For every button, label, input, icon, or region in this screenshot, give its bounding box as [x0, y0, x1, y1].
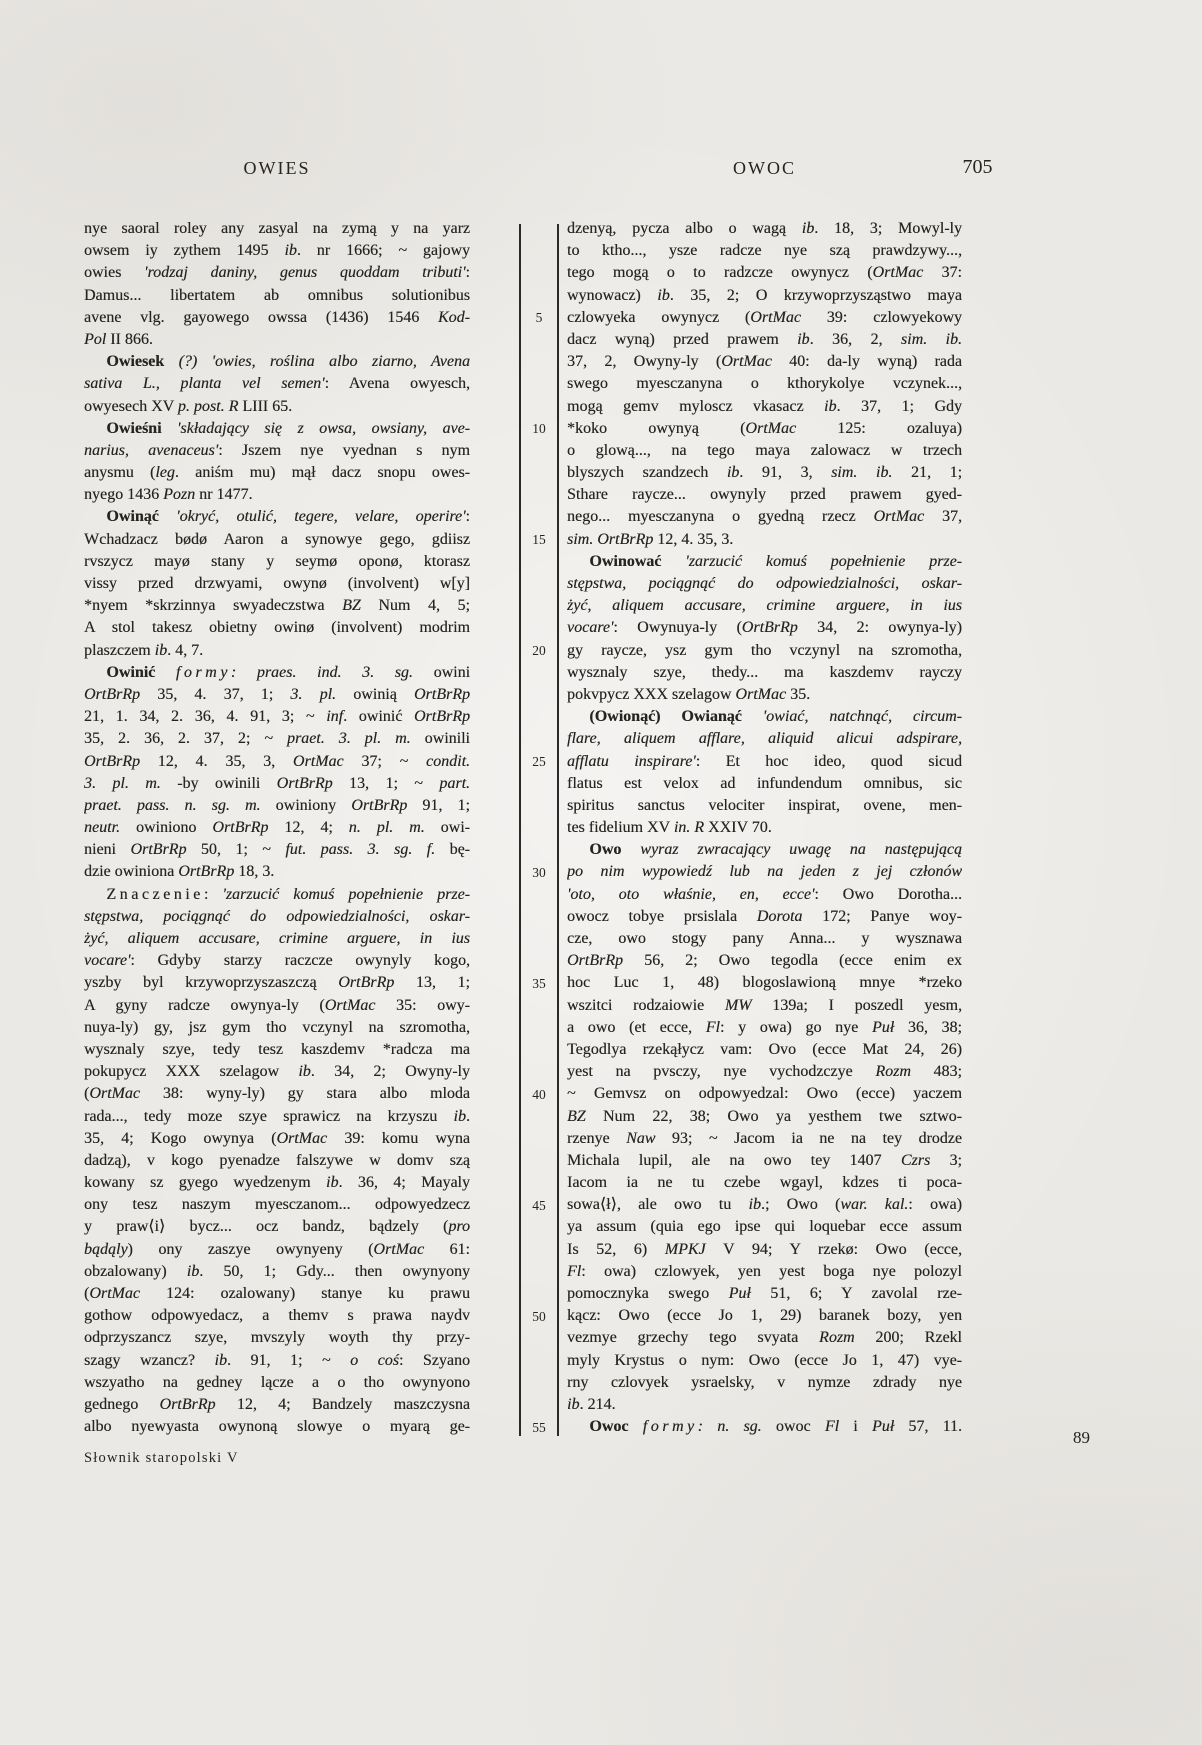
text-line: Is 52, 6) MPKJ V 94; Y rzekø: Owo (ecce,	[567, 1240, 962, 1258]
text-line: sim. OrtBrRp 12, 4. 35, 3.	[567, 530, 734, 548]
text-line: vissy przed drzwyami, owynø (involvent) w[y]	[84, 575, 470, 592]
text-line: *koko owynyą (OrtMac 125: ozaluya)	[567, 419, 962, 437]
gutter-rule-left	[519, 224, 521, 1436]
text-line: pokvpycz XXX szelagow OrtMac 35.	[567, 685, 811, 703]
text-line: yest na pvsczy, nye vychodzczye Rozm 483;	[567, 1063, 962, 1081]
text-line: OrtBrRp 56, 2; Owo tegodla (ecce enim ex	[567, 952, 962, 970]
text-line: pomocznyka swego Puł 51, 6; Y zavolal rze-	[567, 1285, 962, 1302]
text-line: (OrtMac 38: wyny-ly) gy stara albo mloda	[84, 1085, 470, 1103]
text-line: blyszych szandzech ib. 91, 3, sim. ib. 21, 1;	[567, 464, 962, 482]
text-line: dacz wyną) przed prawem ib. 36, 2, sim. ib.	[567, 330, 962, 348]
text-line: Owiesek (?) 'owies, roślina albo ziarno, Avena	[106, 353, 470, 371]
gutter-line-number: 30	[532, 864, 546, 880]
text-line: flare, aliquem afflare, aliquid alicui adspirare,	[567, 730, 962, 748]
gutter-line-number: 25	[532, 753, 546, 769]
text-line: bądąly) ony zaszye owynyeny (OrtMac 61:	[84, 1240, 470, 1258]
text-line: swego myesczanyna o kthorykolye vczynek...,	[567, 375, 962, 393]
gutter-line-number: 50	[532, 1308, 546, 1324]
volume-signature: Słownik staropolski V	[84, 1450, 239, 1466]
text-line: Owieśni 'składający się z owsa, owsiany, ave-	[106, 419, 470, 437]
gutter-line-number: 5	[535, 309, 543, 325]
text-line: pokupycz XXX szelagow ib. 34, 2; Owyny-ly	[84, 1063, 470, 1081]
gutter-line-number: 55	[532, 1419, 546, 1435]
text-line: odprzyszancz szye, mvszyly woyth thy przy-	[84, 1329, 470, 1347]
text-line: a owo (et ecce, Fl: y owa) go nye Puł 36, 38;	[567, 1018, 962, 1036]
text-line: tego mogą o to radzcze owynycz (OrtMac 37:	[567, 264, 962, 282]
text-line: gothow odpowyedacz, a themv s prawa naydv	[84, 1307, 470, 1325]
text-line: stępstwa, pociągnąć do odpowiedzialności, oskar-	[567, 575, 962, 592]
text-line: 37, 2, Owyny-ly (OrtMac 40: da-ly wyną) rada	[567, 353, 962, 371]
text-line: o glową..., na tego maya zalowacz w trzech	[567, 441, 962, 459]
text-line: *nyem *skrzinnya swyadeczstwa BZ Num 4, 5;	[84, 597, 470, 615]
text-line: dadzą), v kogo pyenadze falszywe w domv szą	[84, 1151, 470, 1169]
text-line: Wchadzacz bødø Aaron a synowye gego, gdiisz	[84, 530, 470, 548]
text-line: vocare': Owynuya-ly (OrtBrRp 34, 2: owynya-ly)	[567, 619, 962, 637]
text-line: Pol II 866.	[84, 330, 153, 348]
text-line: Iacom ia ne tu czebe wgayl, kdzes ti poca-	[567, 1174, 962, 1192]
text-line: narius, avenaceus': Jszem nye vyednan s nym	[84, 441, 470, 459]
text-line: BZ Num 22, 38; Owo ya yesthem twe sztwo-	[567, 1107, 962, 1125]
text-line: y praw⟨i⟩ bycz... ocz bandz, bądzely (pro	[84, 1218, 470, 1236]
text-line: mogą gemv myloscz vkasacz ib. 37, 1; Gdy	[567, 397, 962, 415]
text-line: (OrtMac 124: ozalowany) stanye ku prawu	[84, 1285, 470, 1302]
text-line: sowa⟨ł⟩, ale owo tu ib.; Owo (war. kal.: owa)	[567, 1196, 962, 1214]
text-line: Znaczenie: 'zarzucić komuś popełnienie prze-	[106, 885, 470, 903]
text-line: nego... myesczanyna o gyedną rzecz OrtMac 37,	[567, 508, 962, 526]
text-line: Fl: owa) czlowyek, yen yest boga nye polozyl	[567, 1262, 962, 1280]
text-line: rvszycz mayø stany y seymø oponø, ktorasz	[84, 552, 470, 570]
text-line: Owinować 'zarzucić komuś popełnienie prze-	[589, 552, 962, 570]
text-line: rzenye Naw 93; ~ Jacom ia ne na tey drodze	[567, 1129, 962, 1147]
text-line: 21, 1. 34, 2. 36, 4. 91, 3; ~ inf. owinić OrtBrRp	[84, 708, 470, 726]
text-line: spiritus sanctus velociter inspirat, ovene, men-	[567, 796, 962, 814]
text-line: vocare': Gdyby starzy raczcze owynyly kogo,	[84, 952, 470, 970]
text-line: anysmu (leg. aniśm mu) mął dacz snopu owes-	[84, 464, 470, 482]
gutter-line-number: 40	[532, 1086, 546, 1102]
text-line: nyego 1436 Pozn nr 1477.	[84, 486, 253, 504]
text-line: OrtBrRp 35, 4. 37, 1; 3. pl. owinią OrtBrRp	[84, 685, 470, 703]
text-line: wynowacz) ib. 35, 2; O krzywoprzysząstwo maya	[567, 286, 962, 304]
text-line: 'oto, oto właśnie, en, ecce': Owo Dorotha...	[567, 885, 962, 903]
gutter-line-number: 45	[532, 1197, 546, 1213]
text-line: yszby byl krzywoprzyszaszczą OrtBrRp 13, 1;	[84, 974, 470, 992]
text-line: neutr. owiniono OrtBrRp 12, 4; n. pl. m. owi-	[84, 819, 470, 837]
text-line: stępstwa, pociągnąć do odpowiedzialności, oskar-	[84, 907, 470, 925]
text-line: cze, owo stogy pany Anna... y wysznawa	[567, 930, 962, 947]
text-line: żyć, aliquem accusare, crimine arguere, in ius	[84, 930, 470, 947]
text-line: wszyatho na gedney lącze a o tho owynyono	[84, 1373, 470, 1391]
text-line: 35, 2. 36, 2. 37, 2; ~ praet. 3. pl. m. owinili	[84, 730, 470, 748]
page-number: 705	[962, 156, 993, 178]
text-line: dzenyą, pycza albo o wagą ib. 18, 3; Mowyl-ly	[567, 220, 962, 237]
text-line: gy raycze, ysz gym tho vczynyl na szromotha,	[567, 641, 962, 659]
text-line: A gyny radcze owynya-ly (OrtMac 35: owy-	[84, 996, 470, 1014]
text-line: owyesech XV p. post. R LIII 65.	[84, 397, 293, 415]
text-line: wysznaly szye, thedy... ma kaszdemv rayczy	[567, 663, 962, 681]
text-line: hoc Luc 1, 48) blogoslawioną mnye *rzeko	[567, 974, 962, 992]
text-line: obzalowany) ib. 50, 1; Gdy... then owynyony	[84, 1262, 470, 1280]
text-line: 3. pl. m. -by owinili OrtBrRp 13, 1; ~ part.	[84, 774, 470, 792]
text-line: vezmye grzechy tego svyata Rozm 200; Rzekl	[567, 1329, 962, 1347]
text-line: owies 'rodzaj daniny, genus quoddam tributi':	[84, 264, 470, 282]
text-line: Damus... libertatem ab omnibus solutionibus	[84, 286, 470, 304]
text-line: myly Krystus o nym: Owo (ecce Jo 1, 47) vye-	[567, 1351, 962, 1369]
text-line: (Owionąć) Owianąć 'owiać, natchnąć, circum-	[589, 708, 962, 726]
text-line: Michala lupil, ale na owo tey 1407 Czrs 3;	[567, 1151, 962, 1169]
text-line: rada..., tedy moze szye sprawicz na krzyszu ib.	[84, 1107, 470, 1125]
text-line: owocz tobye prsislala Dorota 172; Panye woy-	[567, 907, 962, 925]
text-line: plaszczem ib. 4, 7.	[84, 641, 204, 659]
text-line: ony tesz naszym myesczanom... odpowyedzecz	[84, 1196, 470, 1214]
text-line: ib. 214.	[567, 1395, 616, 1413]
text-line: sativa L., planta vel semen': Avena owyesch,	[84, 375, 470, 393]
text-line: albo nyewyasta owynoną slowye o myarą ge-	[84, 1418, 470, 1436]
text-line: gednego OrtBrRp 12, 4; Bandzely maszczysna	[84, 1395, 470, 1413]
gutter-line-number: 10	[532, 420, 546, 436]
text-line: Owinąć 'okryć, otulić, tegere, velare, operire':	[106, 508, 470, 526]
gutter-line-number: 20	[532, 642, 546, 658]
text-line: nieni OrtBrRp 50, 1; ~ fut. pass. 3. sg. f. bę-	[84, 841, 470, 859]
text-line: ~ Gemvsz on odpowyedzal: Owo (ecce) yaczem	[567, 1085, 962, 1103]
running-head-right: OWOC	[733, 158, 796, 178]
text-line: rny czlovyek ysraelsky, v nymze zdrady nye	[567, 1373, 962, 1391]
gutter-line-number: 15	[532, 531, 546, 547]
gutter-line-number: 35	[532, 975, 546, 991]
text-line: to ktho..., ysze radcze nye szą prawdzywy...,	[567, 242, 962, 260]
text-line: Sthare raycze... owynyly przed prawem gyed-	[567, 486, 962, 504]
text-line: żyć, aliquem accusare, crimine arguere, in ius	[567, 597, 962, 615]
text-line: Owoc formy: n. sg. owoc Fl i Puł 57, 11.	[589, 1418, 962, 1436]
text-line: szagy wzancz? ib. 91, 1; ~ o coś: Szyano	[84, 1351, 470, 1369]
gutter-rule-right	[557, 224, 559, 1436]
text-line: wszitci rodzaiowie MW 139a; I poszedl yesm,	[567, 996, 962, 1014]
text-line: nye saoral roley any zasyal na zymą y na yarz	[84, 220, 470, 237]
running-head-left: OWIES	[243, 158, 311, 178]
text-line: flatus est velox ad infundendum omnibus, sic	[567, 774, 962, 792]
sheet-number: 89	[1073, 1428, 1090, 1447]
text-line: avene vlg. gayowego owssa (1436) 1546 Kod-	[84, 308, 470, 326]
column-right	[567, 218, 962, 1438]
column-left	[84, 218, 470, 1438]
text-line: afflatu inspirare': Et hoc ideo, quod sicud	[567, 752, 962, 770]
text-line: dzie owiniona OrtBrRp 18, 3.	[84, 863, 275, 881]
text-line: Owo wyraz zwracający uwagę na następującą	[589, 841, 962, 859]
text-line: A stol takesz obietny owinø (involvent) modrim	[84, 619, 470, 637]
text-line: OrtBrRp 12, 4. 35, 3, OrtMac 37; ~ condit.	[84, 752, 470, 770]
text-line: ya assum (quia ego ipse qui loquebar ecce assum	[567, 1218, 962, 1236]
text-line: owsem iy zythem 1495 ib. nr 1666; ~ gajowy	[84, 242, 470, 260]
text-line: nuya-ly) gy, jsz gym tho vczynyl na szromotha,	[84, 1018, 470, 1036]
text-line: Owinić formy: praes. ind. 3. sg. owini	[106, 663, 470, 681]
text-line: wysznaly szye, tedy tesz kaszdemv *radcza ma	[84, 1040, 470, 1058]
text-line: tes fidelium XV in. R XXIV 70.	[567, 819, 772, 837]
text-line: Tegodlya rzekąłycz vam: Ovo (ecce Mat 24, 26)	[567, 1040, 962, 1058]
text-line: kowany sz gyego wyedzenym ib. 36, 4; Mayaly	[84, 1174, 470, 1192]
text-line: kącz: Owo (ecce Jo 1, 29) baranek bozy, yen	[567, 1307, 962, 1325]
text-line: czlowyeka owynycz (OrtMac 39: czlowyekowy	[567, 308, 962, 326]
text-line: 35, 4; Kogo owynya (OrtMac 39: komu wyna	[84, 1129, 470, 1147]
text-line: praet. pass. n. sg. m. owiniony OrtBrRp 91, 1;	[84, 796, 470, 814]
text-line: po nim wypowiedź lub na jeden z jej członów	[567, 863, 962, 881]
